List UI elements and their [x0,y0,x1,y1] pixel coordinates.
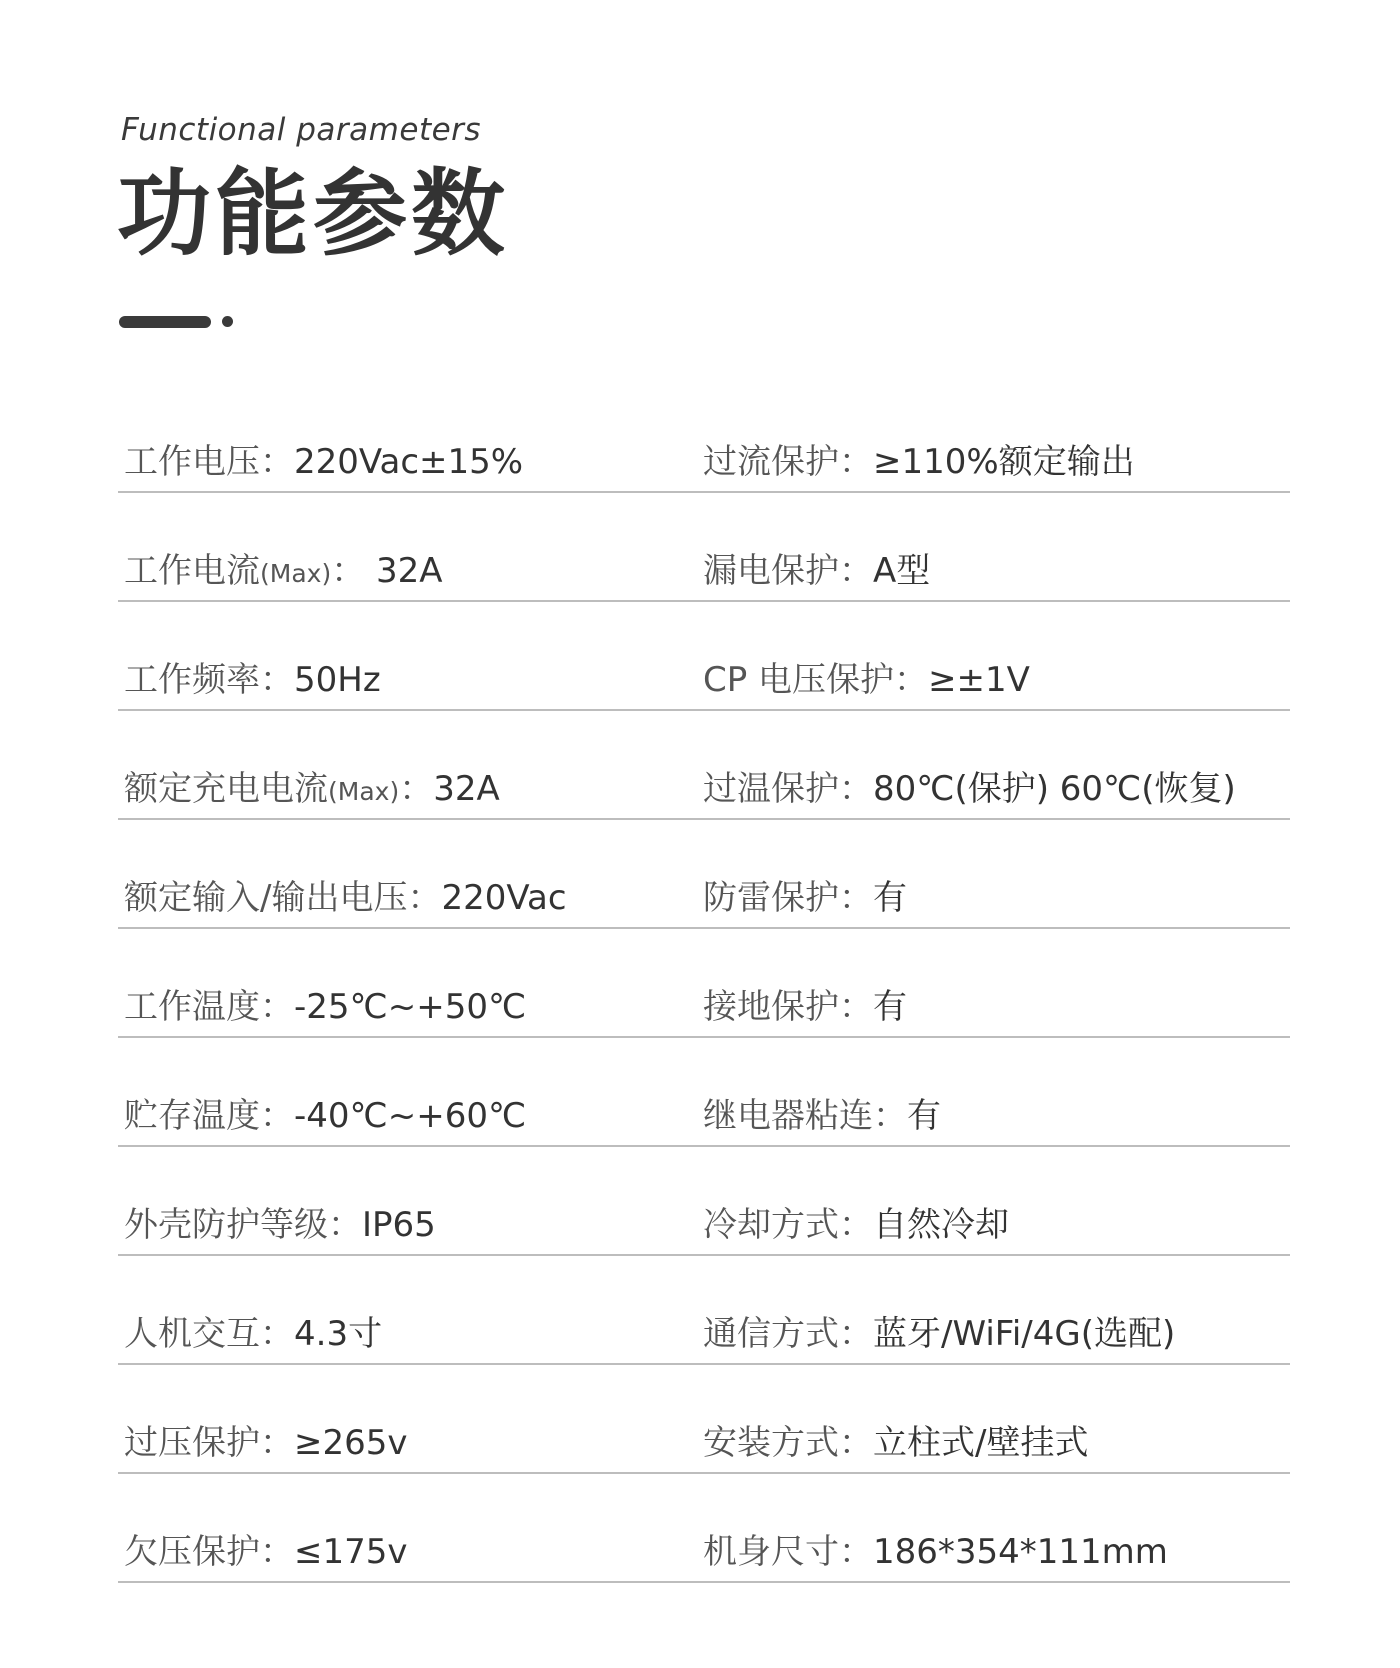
parameter-item [124,769,500,810]
title-underline-dot [222,316,233,327]
parameter-value: 蓝牙/WiFi/4G(选配) [873,1314,1176,1355]
parameter-item [124,1096,526,1137]
parameter-row [118,929,1290,1038]
parameter-label: 工作电流 [124,551,260,592]
parameter-label-suffix: (Max) [260,559,332,589]
parameter-item [703,987,907,1028]
parameter-value: 自然冷却 [873,1205,1009,1246]
parameter-item [124,660,381,701]
parameter-row [118,1365,1290,1474]
parameter-row [118,1474,1290,1583]
parameter-label: 过流保护： [703,442,873,483]
parameter-item [703,660,1030,701]
parameter-row [118,1038,1290,1147]
parameter-row [118,602,1290,711]
parameter-label: 接地保护： [703,987,873,1028]
parameter-label: 额定充电电流 [124,769,328,810]
parameter-label-suffix: (Max) [328,777,400,807]
parameter-item [703,1532,1168,1573]
parameter-label-colon: ： [399,769,434,810]
parameter-item [124,1532,408,1573]
parameter-label: 防雷保护： [703,878,873,919]
parameter-value: ≥110%额定输出 [873,442,1135,483]
parameter-value: A型 [873,551,931,592]
parameter-value: 立柱式/壁挂式 [873,1423,1089,1464]
parameter-label: 工作电压： [124,442,294,483]
parameter-label: 额定输入/输出电压： [124,878,442,919]
parameter-value: 50Hz [294,660,381,701]
parameter-value: ≤175v [294,1532,408,1573]
parameter-row [118,384,1290,493]
parameter-item [703,442,1135,483]
parameter-label: 继电器粘连： [703,1096,907,1137]
parameter-value: ≥265v [294,1423,408,1464]
parameter-label: 人机交互： [124,1314,294,1355]
parameter-label: 过压保护： [124,1423,294,1464]
parameter-value: 32A [365,551,443,592]
parameter-row [118,1147,1290,1256]
parameter-row [118,1256,1290,1365]
parameter-value: 4.3寸 [294,1314,383,1355]
parameter-item [703,878,907,919]
parameter-value: 220Vac [441,878,567,919]
parameter-item [124,442,523,483]
parameter-item [124,551,443,592]
parameter-value: -40℃~+60℃ [294,1096,527,1137]
parameter-item [703,769,1236,810]
parameter-label: 过温保护： [703,769,873,810]
parameter-table [118,384,1290,1583]
parameter-label: 冷却方式： [703,1205,873,1246]
parameter-value: -25℃~+50℃ [294,987,527,1028]
parameter-item [703,1096,941,1137]
parameter-item [703,1205,1009,1246]
parameter-label: CP 电压保护： [703,660,929,701]
parameter-item [124,1205,436,1246]
parameter-item [703,1423,1088,1464]
parameter-label: 通信方式： [703,1314,873,1355]
parameter-value: 有 [873,878,907,919]
parameter-row [118,711,1290,820]
parameter-item [124,1423,408,1464]
parameter-value: 有 [907,1096,941,1137]
parameter-value: IP65 [362,1205,436,1246]
parameter-item [703,551,930,592]
parameter-label: 安装方式： [703,1423,873,1464]
parameter-label: 机身尺寸： [703,1532,873,1573]
parameter-value: 186*354*111mm [873,1532,1168,1573]
parameter-row [118,820,1290,929]
parameter-value: 220Vac±15% [294,442,524,483]
parameter-label: 工作温度： [124,987,294,1028]
parameter-label: 漏电保护： [703,551,873,592]
parameter-label: 贮存温度： [124,1096,294,1137]
parameter-item [124,987,526,1028]
parameter-value: 有 [873,987,907,1028]
parameter-value: 80℃(保护) 60℃(恢复) [873,769,1236,810]
section-subtitle: Functional parameters [121,112,482,148]
parameter-item [703,1314,1175,1355]
parameter-item [124,878,567,919]
parameter-label-colon: ： [331,551,366,592]
title-underline-bar [119,316,211,328]
section-title: 功能参数 [117,160,510,269]
parameter-item [124,1314,382,1355]
parameter-value: 32A [433,769,500,810]
parameter-row [118,493,1290,602]
parameter-value: ≥±1V [928,660,1030,701]
parameter-label: 欠压保护： [124,1532,294,1573]
parameter-label: 工作频率： [124,660,294,701]
parameter-label: 外壳防护等级： [124,1205,362,1246]
